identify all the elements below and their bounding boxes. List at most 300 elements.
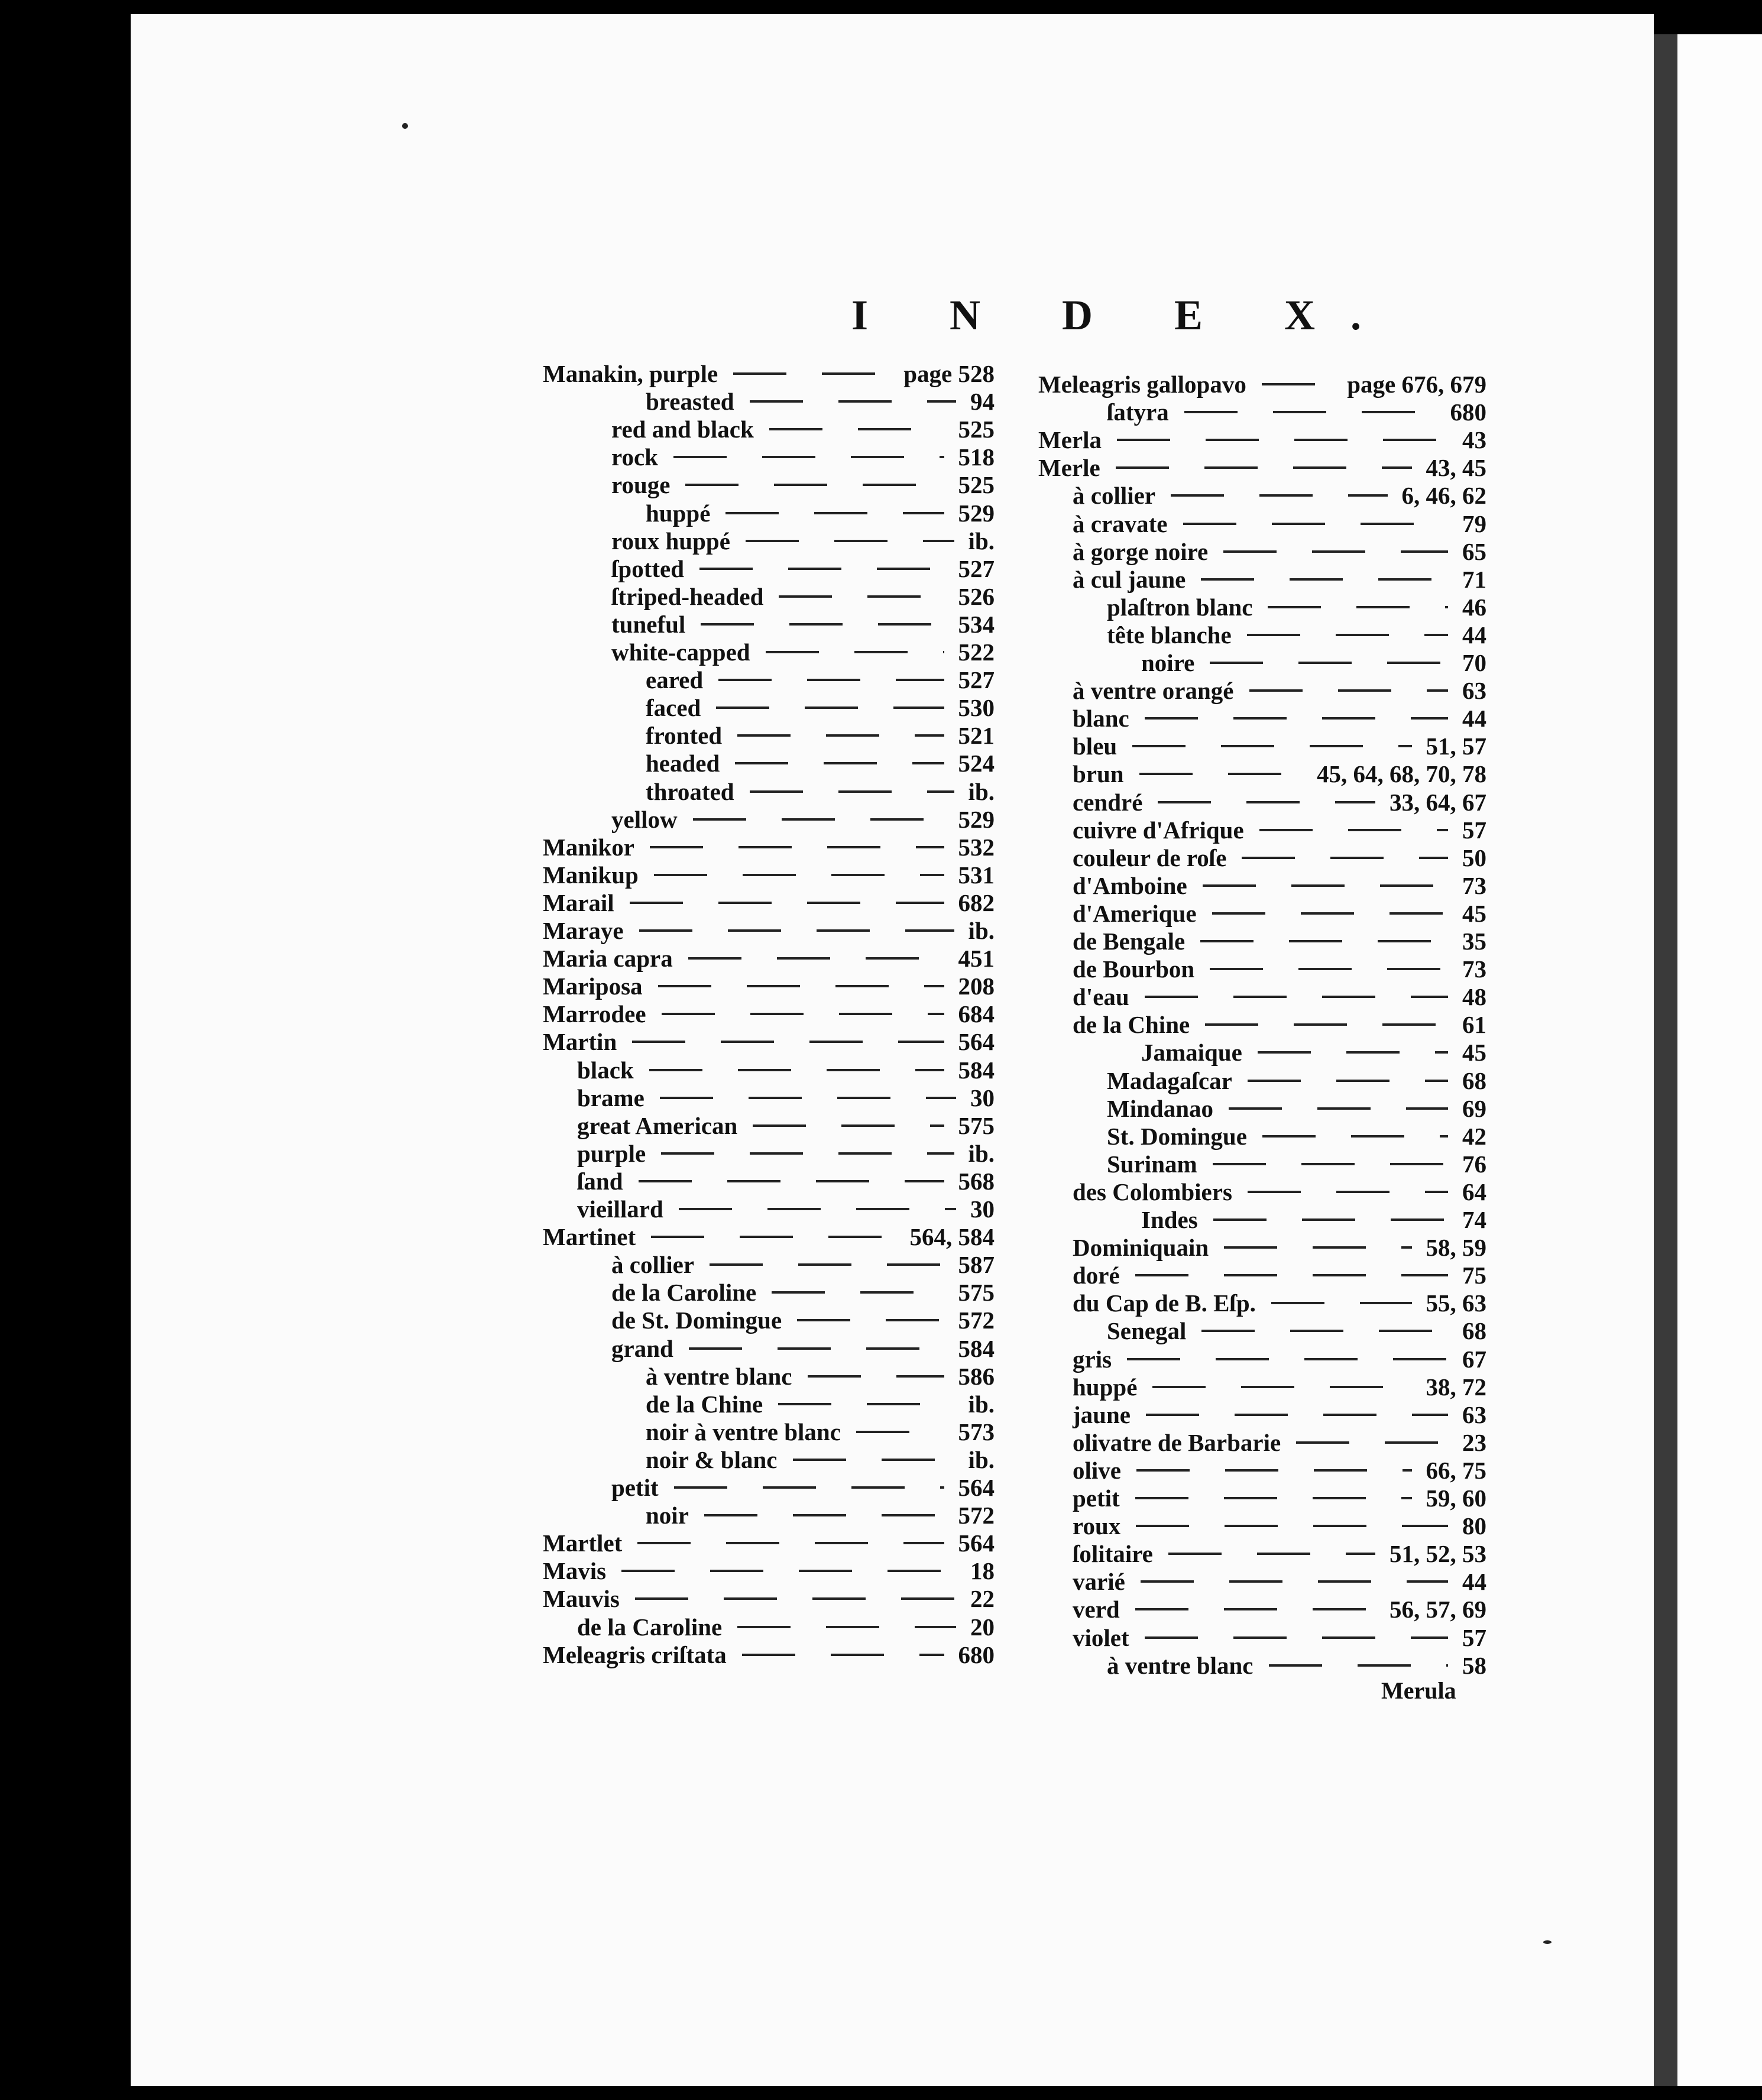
entry-page-ref: 50 xyxy=(1462,844,1486,871)
leader-dash xyxy=(1152,1386,1411,1388)
facing-page-edge xyxy=(1654,34,1762,2086)
index-entry xyxy=(1107,1651,1486,1680)
entry-label: noir xyxy=(646,1502,689,1529)
entry-page-ref: 530 xyxy=(958,694,995,722)
entry-label: de Bengale xyxy=(1073,928,1186,955)
leader-dash xyxy=(704,1514,944,1516)
leader-dash xyxy=(699,568,944,570)
entry-page-ref: 80 xyxy=(1462,1512,1486,1540)
leader-dash xyxy=(716,707,944,709)
leader-dash xyxy=(674,1486,944,1489)
index-entry xyxy=(1073,481,1486,510)
entry-label: Marrodee xyxy=(543,1000,646,1028)
entry-label: roux huppé xyxy=(611,527,730,555)
entry-page-ref: 451 xyxy=(958,945,995,973)
leader-dash xyxy=(1258,1051,1448,1054)
page-title: I N D E X. xyxy=(851,291,1397,339)
entry-page-ref: 45 xyxy=(1462,1039,1486,1067)
entry-page-ref: 564 xyxy=(958,1474,995,1501)
index-entry xyxy=(1073,676,1486,705)
entry-label: Manikup xyxy=(543,861,639,889)
entry-label: Madagaſcar xyxy=(1107,1067,1232,1094)
leader-dash xyxy=(1269,1664,1448,1667)
leader-dash xyxy=(737,1626,956,1628)
index-entry xyxy=(543,916,995,945)
entry-label: couleur de roſe xyxy=(1073,844,1227,871)
entry-page-ref: 73 xyxy=(1462,955,1486,983)
entry-label: à gorge noire xyxy=(1073,537,1209,565)
entry-label: violet xyxy=(1073,1623,1129,1651)
entry-label: Manikor xyxy=(543,833,634,861)
leader-dash xyxy=(710,1263,944,1266)
index-entry xyxy=(1073,1178,1486,1206)
leader-dash xyxy=(1262,1135,1448,1138)
leader-dash xyxy=(797,1319,944,1321)
index-entry xyxy=(646,499,995,527)
index-entry xyxy=(611,471,995,499)
entry-page-ref: 684 xyxy=(958,1000,995,1028)
leader-dash xyxy=(772,1291,944,1294)
index-entry xyxy=(1073,1289,1486,1317)
leader-dash xyxy=(660,1097,956,1099)
leader-dash xyxy=(1268,606,1448,608)
entry-label: tête blanche xyxy=(1107,621,1232,649)
entry-page-ref: ib. xyxy=(968,1390,995,1418)
leader-dash xyxy=(688,957,944,960)
entry-label: breasted xyxy=(646,388,734,416)
entry-page-ref: 51, 57 xyxy=(1426,733,1486,760)
entry-label: Meleagris criſtata xyxy=(543,1641,727,1668)
leader-dash xyxy=(693,818,944,821)
index-entry xyxy=(1038,426,1486,454)
index-entry xyxy=(646,387,995,416)
leader-dash xyxy=(1146,1414,1448,1416)
entry-label: varié xyxy=(1073,1568,1125,1596)
entry-page-ref: 67 xyxy=(1462,1345,1486,1373)
index-entry xyxy=(1107,1122,1486,1151)
index-entry xyxy=(577,1056,995,1084)
index-entry xyxy=(1073,816,1486,844)
index-entry xyxy=(1073,1261,1486,1289)
entry-page-ref: 575 xyxy=(958,1279,995,1307)
entry-page-ref: 33, 64, 67 xyxy=(1389,788,1486,816)
entry-page-ref: 680 xyxy=(958,1641,995,1668)
leader-dash xyxy=(1132,745,1411,747)
entry-label: Merle xyxy=(1038,454,1100,482)
leader-dash xyxy=(750,400,956,403)
index-entry xyxy=(1107,621,1486,649)
entry-page-ref: 79 xyxy=(1462,510,1486,537)
leader-dash xyxy=(1205,1023,1448,1026)
index-entry xyxy=(1073,1010,1486,1039)
entry-page-ref: 94 xyxy=(970,388,995,416)
entry-page-ref: 44 xyxy=(1462,621,1486,649)
index-entry xyxy=(1073,788,1486,816)
leader-dash xyxy=(658,985,944,987)
index-entry xyxy=(1107,398,1486,426)
entry-page-ref: 584 xyxy=(958,1334,995,1362)
entry-page-ref: 44 xyxy=(1462,705,1486,733)
entry-page-ref: 525 xyxy=(958,416,995,443)
entry-page-ref: 564 xyxy=(958,1529,995,1557)
entry-page-ref: 44 xyxy=(1462,1568,1486,1596)
leader-dash xyxy=(639,929,954,932)
entry-label: Martin xyxy=(543,1028,617,1056)
leader-dash xyxy=(1158,801,1375,803)
index-entry xyxy=(577,1195,995,1223)
leader-dash xyxy=(679,1208,956,1210)
entry-page-ref: 48 xyxy=(1462,983,1486,1011)
entry-label: Mindanao xyxy=(1107,1094,1213,1122)
leader-dash xyxy=(621,1570,956,1572)
leader-dash xyxy=(1184,411,1436,413)
leader-dash xyxy=(1136,1525,1448,1527)
entry-label: Mauvis xyxy=(543,1585,620,1613)
leader-dash xyxy=(673,456,944,458)
entry-label: d'Amerique xyxy=(1073,899,1197,927)
entry-label: rock xyxy=(611,443,658,471)
entry-page-ref: ib. xyxy=(968,1139,995,1167)
index-entry xyxy=(1107,593,1486,621)
leader-dash xyxy=(1141,1580,1448,1583)
entry-label: Senegal xyxy=(1107,1317,1187,1345)
entry-label: yellow xyxy=(611,805,678,833)
entry-label: Surinam xyxy=(1107,1150,1197,1178)
entry-page-ref: 22 xyxy=(970,1585,995,1613)
entry-page-ref: 56, 57, 69 xyxy=(1389,1596,1486,1623)
leader-dash xyxy=(1135,1497,1412,1499)
entry-label: Mariposa xyxy=(543,973,643,1000)
index-entry xyxy=(1073,1595,1486,1623)
entry-page-ref: 568 xyxy=(958,1167,995,1195)
entry-label: Marail xyxy=(543,889,614,916)
leader-dash xyxy=(1223,550,1448,553)
entry-page-ref: 531 xyxy=(958,861,995,889)
leader-dash xyxy=(735,762,944,764)
entry-label: plaſtron blanc xyxy=(1107,593,1253,621)
entry-page-ref: 65 xyxy=(1462,537,1486,565)
entry-label: doré xyxy=(1073,1262,1120,1289)
index-entry xyxy=(1073,565,1486,594)
leader-dash xyxy=(1171,494,1387,497)
entry-page-ref: 61 xyxy=(1462,1011,1486,1039)
leader-dash xyxy=(1210,968,1448,970)
index-entry xyxy=(611,1306,995,1334)
leader-dash xyxy=(1262,383,1333,385)
leader-dash xyxy=(1203,884,1448,887)
entry-page-ref: 587 xyxy=(958,1251,995,1279)
entry-page-ref: 35 xyxy=(1462,928,1486,955)
index-entry xyxy=(543,1584,995,1613)
entry-label: de Bourbon xyxy=(1073,955,1195,983)
index-entry xyxy=(1073,1512,1486,1540)
leader-dash xyxy=(1200,940,1448,942)
leader-dash xyxy=(1117,439,1448,441)
entry-label: gris xyxy=(1073,1345,1112,1373)
entry-page-ref: 38, 72 xyxy=(1426,1373,1486,1401)
ink-speck xyxy=(402,123,408,129)
entry-page-ref: 522 xyxy=(958,639,995,666)
index-entry xyxy=(1107,1150,1486,1178)
entry-label: brun xyxy=(1073,760,1124,788)
index-entry xyxy=(611,527,995,555)
index-entry xyxy=(543,833,995,861)
entry-label: olive xyxy=(1073,1456,1121,1484)
index-entry xyxy=(1073,844,1486,872)
leader-dash xyxy=(718,679,944,681)
leader-dash xyxy=(1145,1636,1448,1639)
entry-page-ref: 43 xyxy=(1462,426,1486,454)
entry-label: Jamaique xyxy=(1141,1039,1242,1067)
entry-page-ref: 525 xyxy=(958,471,995,499)
index-entry xyxy=(1073,871,1486,900)
entry-page-ref: 526 xyxy=(958,582,995,610)
leader-dash xyxy=(778,1403,954,1405)
index-entry xyxy=(611,582,995,611)
leader-dash xyxy=(1247,634,1448,636)
entry-label: noire xyxy=(1141,649,1195,676)
entry-label: fronted xyxy=(646,722,723,750)
index-entry xyxy=(1073,1373,1486,1401)
leader-dash xyxy=(630,902,944,904)
entry-label: ſtriped-headed xyxy=(611,582,764,610)
leader-dash xyxy=(750,790,954,793)
entry-label: ſand xyxy=(577,1167,623,1195)
index-entry xyxy=(1073,983,1486,1011)
entry-label: cuivre d'Afrique xyxy=(1073,816,1244,844)
leader-dash xyxy=(753,1124,944,1127)
entry-label: à cul jaune xyxy=(1073,565,1186,593)
index-entry xyxy=(611,443,995,471)
entry-label: verd xyxy=(1073,1596,1120,1623)
entry-page-ref: 529 xyxy=(958,499,995,527)
leader-dash xyxy=(1168,1553,1375,1555)
entry-page-ref: page 528 xyxy=(903,360,995,387)
entry-page-ref: 46 xyxy=(1462,593,1486,621)
leader-dash xyxy=(701,623,944,626)
entry-label: Merla xyxy=(1038,426,1102,454)
entry-label: à collier xyxy=(611,1251,695,1279)
index-entry xyxy=(1073,537,1486,566)
entry-page-ref: 680 xyxy=(1450,398,1486,426)
leader-dash xyxy=(1229,1107,1448,1110)
leader-dash xyxy=(746,540,954,542)
entry-label: de la Caroline xyxy=(611,1279,757,1307)
entry-page-ref: 58, 59 xyxy=(1426,1234,1486,1262)
entry-label: ſolitaire xyxy=(1073,1540,1153,1568)
index-entry xyxy=(611,415,995,443)
entry-page-ref: 586 xyxy=(958,1362,995,1390)
entry-label: grand xyxy=(611,1334,673,1362)
index-entry xyxy=(1073,1345,1486,1373)
index-entry xyxy=(1073,510,1486,538)
entry-label: de la Chine xyxy=(646,1390,763,1418)
index-entry xyxy=(646,666,995,694)
entry-page-ref: 572 xyxy=(958,1502,995,1529)
index-entry xyxy=(611,555,995,583)
leader-dash xyxy=(639,1180,944,1182)
index-entry xyxy=(543,359,995,388)
index-entry xyxy=(543,1028,995,1056)
entry-page-ref: 71 xyxy=(1462,565,1486,593)
index-entry xyxy=(646,1390,995,1418)
entry-page-ref: 45 xyxy=(1462,899,1486,927)
leader-dash xyxy=(1127,1358,1448,1360)
entry-label: huppé xyxy=(646,499,711,527)
index-entry xyxy=(1107,1317,1486,1345)
leader-dash xyxy=(1201,1330,1448,1332)
leader-dash xyxy=(1213,1163,1448,1165)
leader-dash xyxy=(808,1375,944,1378)
leader-dash xyxy=(1248,1191,1448,1193)
index-entry xyxy=(577,1111,995,1140)
entry-page-ref: 584 xyxy=(958,1056,995,1084)
entry-page-ref: 23 xyxy=(1462,1428,1486,1456)
leader-dash xyxy=(632,1041,944,1043)
entry-page-ref: 63 xyxy=(1462,1401,1486,1428)
index-entry xyxy=(1107,1067,1486,1095)
entry-label: Manakin, purple xyxy=(543,360,718,387)
index-entry xyxy=(1073,1484,1486,1512)
catchword: Merula xyxy=(1381,1677,1456,1704)
entry-label: ſpotted xyxy=(611,555,684,582)
index-entry xyxy=(611,1250,995,1279)
index-entry xyxy=(1073,1428,1486,1457)
index-entry xyxy=(646,1362,995,1391)
entry-page-ref: 76 xyxy=(1462,1150,1486,1178)
index-entry xyxy=(543,1557,995,1585)
entry-page-ref: 534 xyxy=(958,610,995,638)
entry-page-ref: 573 xyxy=(958,1418,995,1446)
leader-dash xyxy=(1212,912,1448,915)
entry-page-ref: 74 xyxy=(1462,1206,1486,1233)
leader-dash xyxy=(1145,717,1448,720)
entry-label: eared xyxy=(646,666,704,694)
entry-label: à ventre orangé xyxy=(1073,677,1234,705)
entry-label: Martlet xyxy=(543,1529,623,1557)
leader-dash xyxy=(650,846,944,848)
index-entry xyxy=(646,721,995,750)
entry-page-ref: 73 xyxy=(1462,871,1486,899)
entry-label: headed xyxy=(646,750,720,777)
index-entry xyxy=(543,1000,995,1028)
entry-page-ref: 69 xyxy=(1462,1094,1486,1122)
entry-label: petit xyxy=(611,1474,659,1501)
leader-dash xyxy=(1136,1469,1412,1472)
leader-dash xyxy=(649,1069,944,1071)
entry-label: du Cap de B. Eſp. xyxy=(1073,1289,1256,1317)
index-entry xyxy=(611,638,995,666)
leader-dash xyxy=(654,874,944,876)
leader-dash xyxy=(1135,1274,1448,1276)
index-entry xyxy=(1073,927,1486,955)
leader-dash xyxy=(651,1236,895,1238)
entry-label: des Colombiers xyxy=(1073,1178,1232,1205)
entry-label: noir & blanc xyxy=(646,1446,778,1473)
entry-page-ref: 564 xyxy=(958,1028,995,1056)
entry-page-ref: 572 xyxy=(958,1307,995,1334)
entry-label: tuneful xyxy=(611,610,686,638)
index-entry xyxy=(1073,1623,1486,1652)
entry-label: d'eau xyxy=(1073,983,1129,1011)
entry-page-ref: 30 xyxy=(970,1195,995,1223)
entry-label: Indes xyxy=(1141,1206,1198,1233)
leader-dash xyxy=(793,1459,954,1461)
entry-label: great American xyxy=(577,1111,738,1139)
index-entry xyxy=(1038,370,1486,398)
entry-page-ref: 51, 52, 53 xyxy=(1389,1540,1486,1568)
entry-label: cendré xyxy=(1073,788,1143,816)
entry-page-ref: 43, 45 xyxy=(1426,454,1486,482)
index-entry xyxy=(1073,1401,1486,1429)
entry-page-ref: 521 xyxy=(958,722,995,750)
index-entry xyxy=(1073,760,1486,788)
index-entry xyxy=(646,693,995,722)
index-entry xyxy=(577,1084,995,1112)
entry-page-ref: ib. xyxy=(968,527,995,555)
entry-page-ref: 575 xyxy=(958,1111,995,1139)
leader-dash xyxy=(1249,689,1448,692)
leader-dash xyxy=(685,484,944,486)
leader-dash xyxy=(635,1597,956,1600)
index-entry xyxy=(543,1223,995,1251)
entry-page-ref: 55, 63 xyxy=(1426,1289,1486,1317)
entry-page-ref: 75 xyxy=(1462,1262,1486,1289)
entry-page-ref: 529 xyxy=(958,805,995,833)
entry-label: de la Caroline xyxy=(577,1613,723,1641)
entry-page-ref: 18 xyxy=(970,1557,995,1585)
leader-dash xyxy=(1116,466,1412,469)
index-entry xyxy=(611,805,995,834)
entry-label: faced xyxy=(646,694,701,722)
index-entry xyxy=(1073,955,1486,983)
entry-page-ref: 68 xyxy=(1462,1317,1486,1345)
entry-page-ref: 532 xyxy=(958,833,995,861)
index-entry xyxy=(1141,1205,1486,1234)
index-entry xyxy=(543,861,995,889)
entry-label: noir à ventre blanc xyxy=(646,1418,841,1446)
entry-label: Maraye xyxy=(543,917,624,944)
entry-label: brame xyxy=(577,1084,644,1111)
entry-label: black xyxy=(577,1056,634,1084)
leader-dash xyxy=(1296,1441,1448,1444)
entry-label: vieillard xyxy=(577,1195,663,1223)
leader-dash xyxy=(1183,523,1449,525)
leader-dash xyxy=(1224,1246,1411,1249)
leader-dash xyxy=(737,734,944,737)
leader-dash xyxy=(1242,857,1448,859)
index-entry xyxy=(1073,1567,1486,1596)
leader-dash xyxy=(1248,1080,1448,1082)
entry-page-ref: 527 xyxy=(958,555,995,582)
leader-dash xyxy=(1271,1302,1412,1304)
entry-label: d'Amboine xyxy=(1073,871,1187,899)
entry-label: roux xyxy=(1073,1512,1121,1540)
leader-dash xyxy=(733,372,889,375)
index-entry xyxy=(646,1446,995,1474)
index-entry xyxy=(611,610,995,639)
entry-page-ref: 70 xyxy=(1462,649,1486,676)
index-entry xyxy=(577,1139,995,1168)
leader-dash xyxy=(637,1542,944,1544)
entry-label: huppé xyxy=(1073,1373,1138,1401)
entry-page-ref: ib. xyxy=(968,1446,995,1473)
index-entry xyxy=(543,944,995,973)
leader-dash xyxy=(725,512,944,514)
entry-label: St. Domingue xyxy=(1107,1122,1247,1150)
index-entry xyxy=(1073,704,1486,733)
entry-page-ref: 66, 75 xyxy=(1426,1456,1486,1484)
